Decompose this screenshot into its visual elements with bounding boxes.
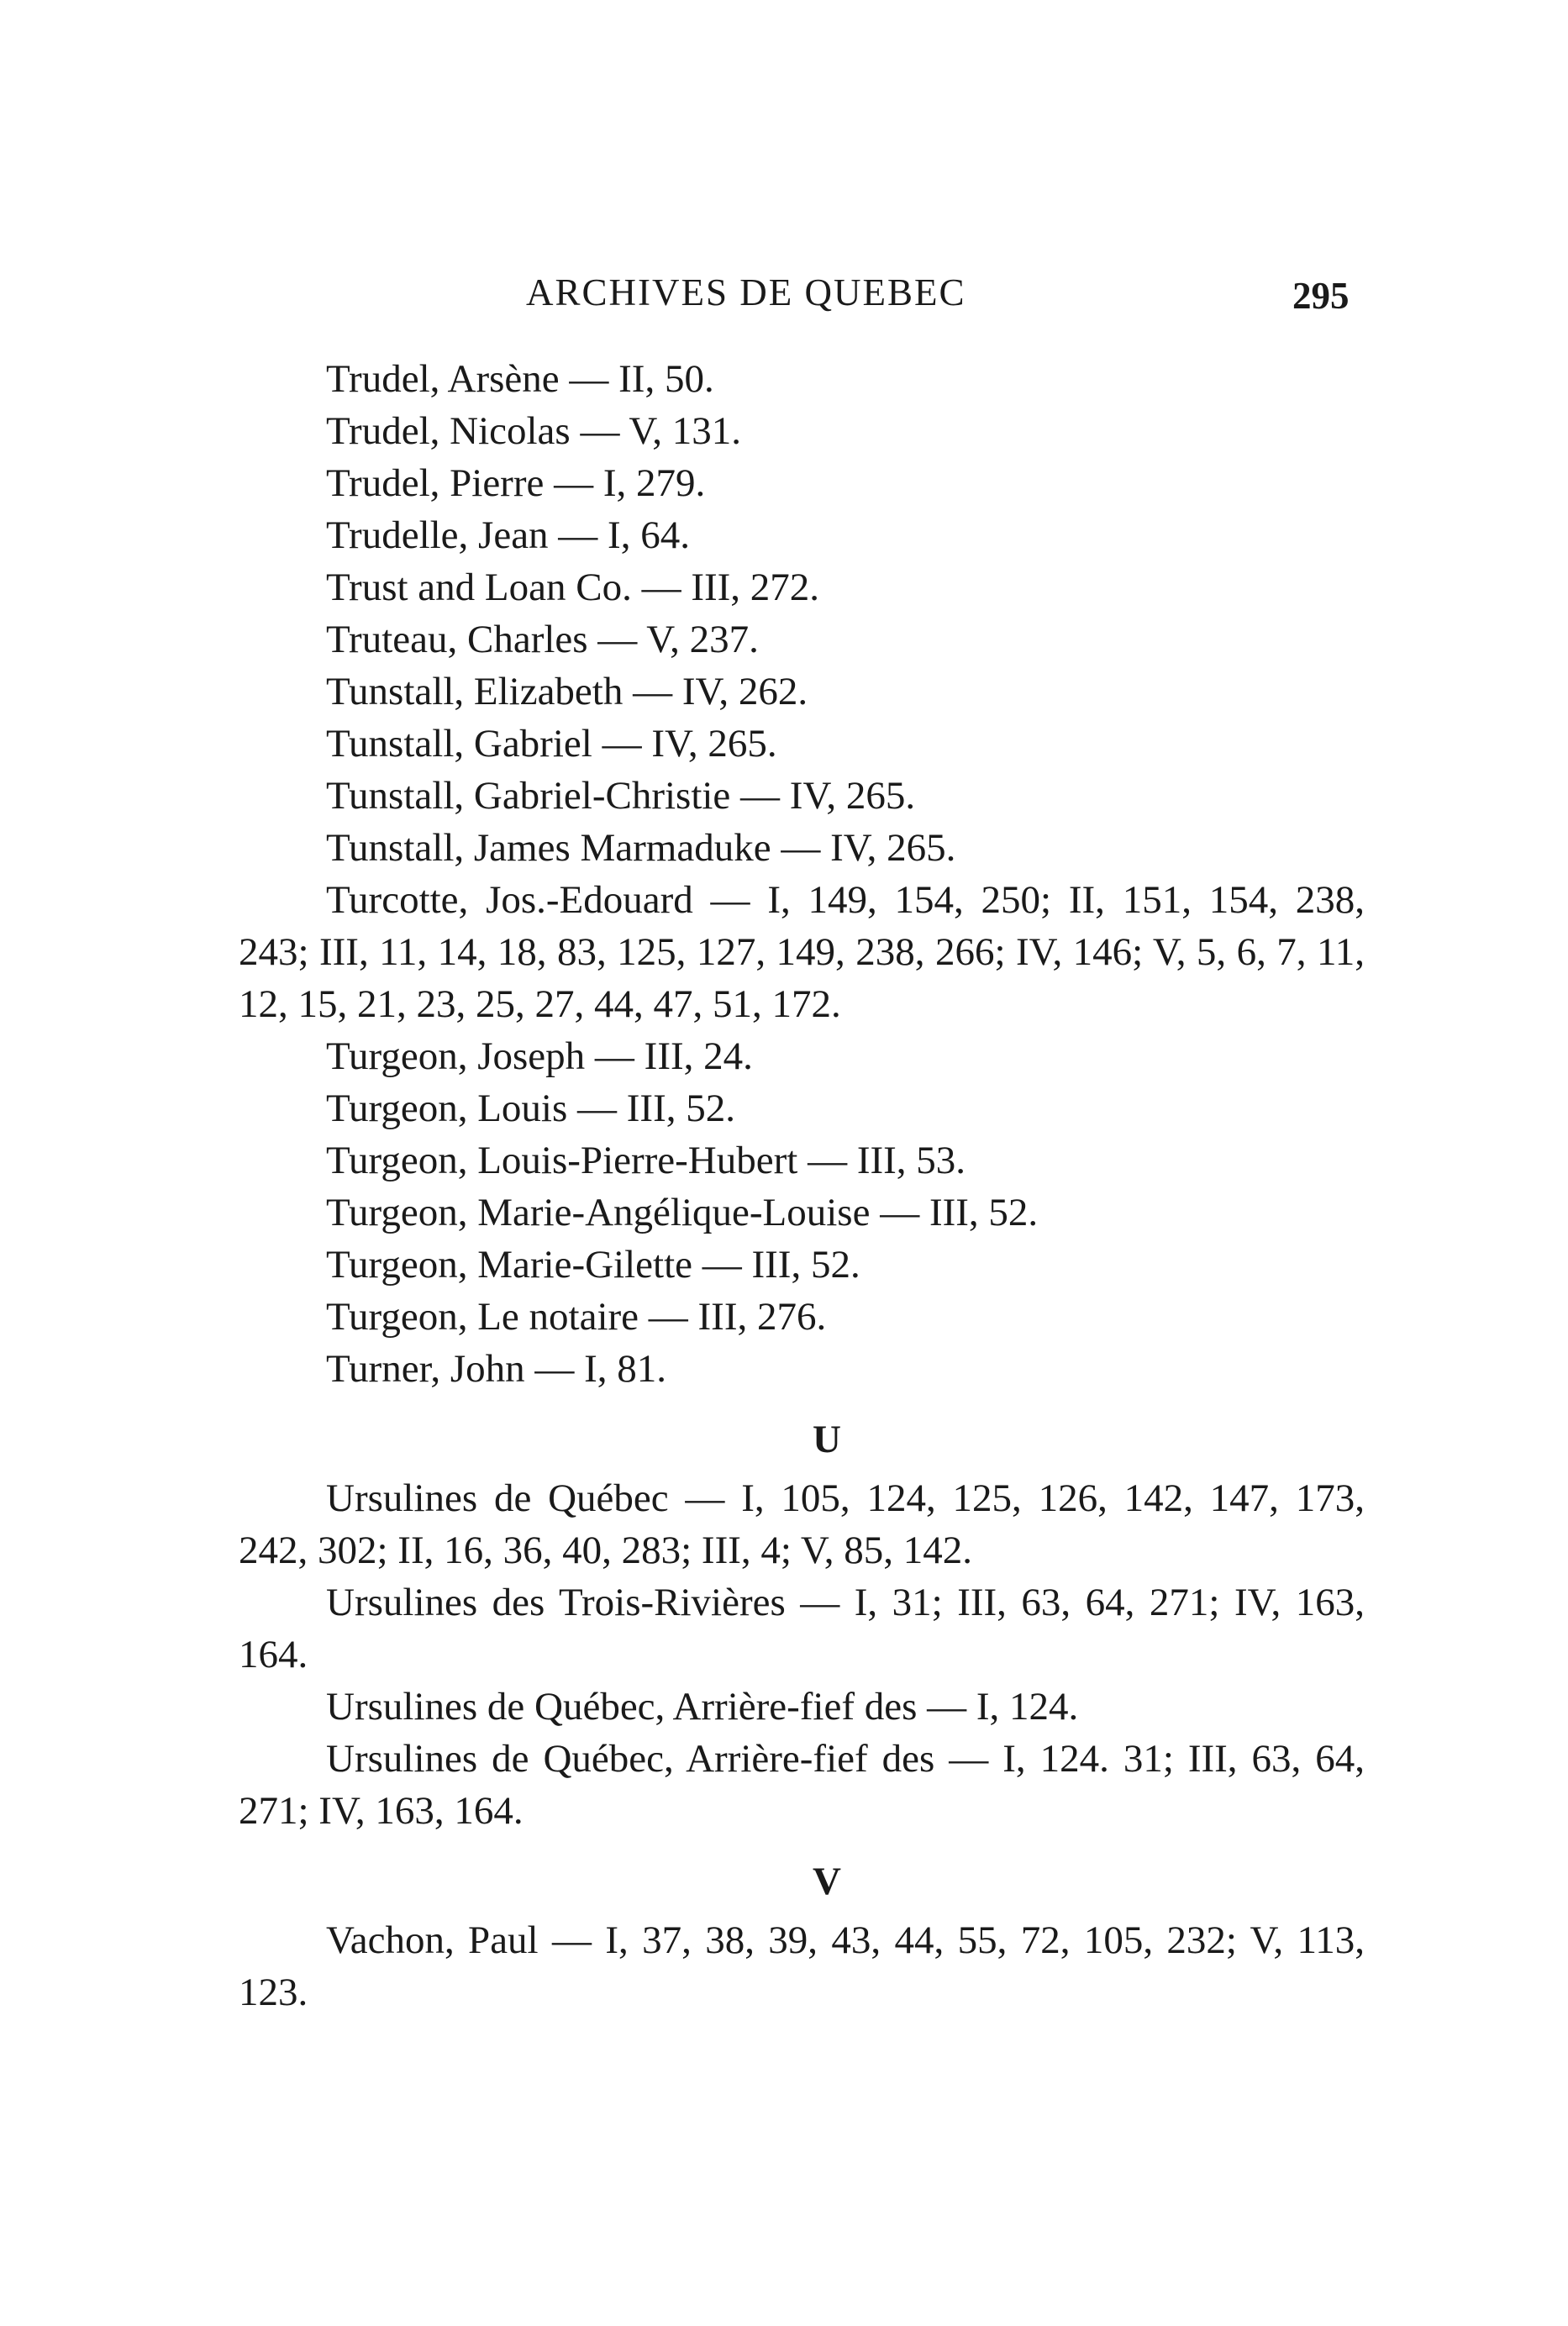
index-entry: Turgeon, Louis-Pierre-Hubert — III, 53. — [326, 1139, 966, 1182]
index-entry: Trudelle, Jean — I, 64. — [326, 513, 690, 557]
index-entry: Ursulines des Trois-Rivières — I, 31; III, 63, 64, 271; IV, 163, 164. — [239, 1581, 1365, 1676]
page-number: 295 — [1292, 275, 1350, 317]
index-entry: Ursulines de Québec, Arrière-fief des — I, 124. 31; III, 63, 64, 271; IV, 163, 164. — [239, 1737, 1365, 1833]
index-entry: Turgeon, Le notaire — III, 276. — [326, 1295, 827, 1339]
index-entry: Turcotte, Jos.-Edouard — I, 149, 154, 250; II, 151, 154, 238, 243; III, 11, 14, 18, 83, 125, 127, 149, 238, 266; IV, 146; V, 5, 6, 7, 11, 12, 15, 21, 23, 25, 27, 44, 47, 51, 172. — [239, 878, 1365, 1026]
running-title: ARCHIVES DE QUEBEC — [526, 271, 966, 313]
index-entry: Trust and Loan Co. — III, 272. — [326, 566, 820, 609]
index-entry: Ursulines de Québec — I, 105, 124, 125, 126, 142, 147, 173, 242, 302; II, 16, 36, 40, 283; III, 4; V, 85, 142. — [239, 1476, 1365, 1572]
index-entry: Turgeon, Marie-Gilette — III, 52. — [326, 1243, 860, 1287]
index-entry: Turner, John — I, 81. — [326, 1347, 667, 1391]
index-entry: Turgeon, Marie-Angélique-Louise — III, 52. — [326, 1191, 1039, 1234]
section-heading-u: U — [813, 1418, 841, 1461]
index-entry: Ursulines de Québec, Arrière-fief des — I, 124. — [326, 1685, 1079, 1729]
index-entry: Tunstall, James Marmaduke — IV, 265. — [326, 826, 956, 870]
index-entry: Tunstall, Gabriel — IV, 265. — [326, 722, 777, 766]
index-entry: Turgeon, Joseph — III, 24. — [326, 1034, 753, 1078]
index-entry: Trudel, Arsène — II, 50. — [326, 357, 714, 401]
section-heading-v: V — [813, 1860, 841, 1903]
index-entry: Trudel, Pierre — I, 279. — [326, 461, 706, 505]
index-entry: Tunstall, Elizabeth — IV, 262. — [326, 670, 808, 713]
index-entry: Turgeon, Louis — III, 52. — [326, 1087, 735, 1130]
index-entry: Tunstall, Gabriel-Christie — IV, 265. — [326, 774, 916, 818]
index-entry: Trudel, Nicolas — V, 131. — [326, 409, 741, 453]
index-list — [239, 353, 1365, 2018]
index-entry: Truteau, Charles — V, 237. — [326, 618, 759, 661]
index-entry: Vachon, Paul — I, 37, 38, 39, 43, 44, 55, 72, 105, 232; V, 113, 123. — [239, 1918, 1365, 2014]
